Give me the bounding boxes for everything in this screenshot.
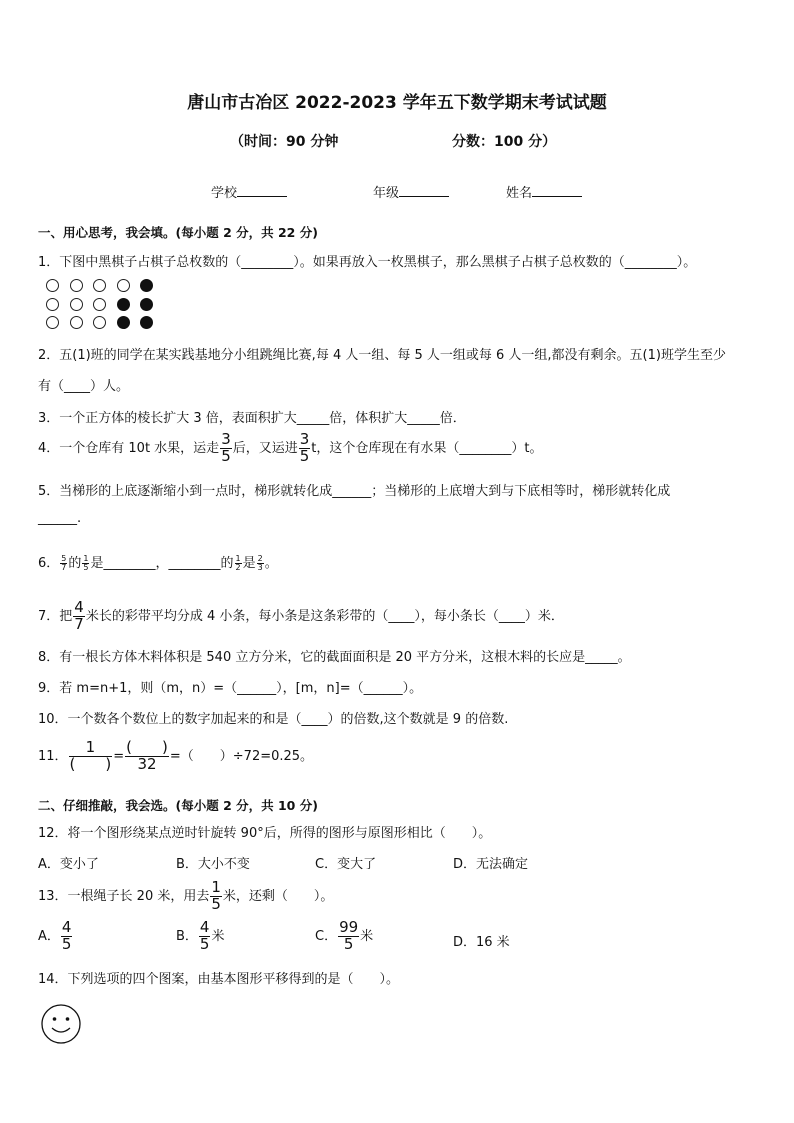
question-2-line2: 有（____）人。 (38, 379, 130, 394)
white-chess-piece (70, 316, 83, 329)
question-2-line1: 2．五(1)班的同学在某实践基地分小组跳绳比赛,每 4 人一组、每 5 人一组或每 6 人一组,都没有剩余。五(1)班学生至少 (38, 348, 726, 363)
fraction: $\frac{3}{5}$ (221, 430, 231, 465)
question-3: 3．一个正方体的棱长扩大 3 倍，表面积扩大_____倍，体积扩大_____倍． (38, 411, 466, 426)
page-title: 唐山市古冶区 2022-2023 学年五下数学期末考试试题 (187, 93, 607, 113)
fraction: $\frac{( )}{32}$ (126, 738, 168, 773)
q13-option-c[interactable]: C． $\frac{99}{5}$ 米 (315, 918, 374, 953)
black-chess-piece (140, 316, 153, 329)
fraction: $\frac{1}{5}$ (83, 553, 89, 572)
question-7: 7．把 $\frac{4}{7}$ 米长的彩带平均分成 4 小条，每小条是这条彩带的（____），每小条长（____）米． (38, 598, 564, 633)
question-5-line2: ______. (38, 511, 82, 526)
q12-option-a[interactable]: A．变小了 (38, 857, 99, 872)
black-chess-piece (117, 298, 130, 311)
grade-field[interactable] (373, 182, 449, 201)
question-1: 1．下图中黑棋子占棋子总枚数的（________）。如果再放入一枚黑棋子，那么黑棋子占棋子总枚数的（________）。 (38, 255, 697, 270)
school-field[interactable] (211, 182, 287, 201)
black-chess-piece (117, 316, 130, 329)
question-9: 9．若 m=n+1，则（m，n）=（______），[m，n]=（______）。 (38, 681, 423, 696)
question-13: 13．一根绳子长 20 米，用去 $\frac{1}{5}$ 米，还剩（ ）。 (38, 878, 334, 913)
fraction: $\frac{4}{5}$ (199, 918, 210, 953)
white-chess-piece (70, 279, 83, 292)
fraction: $\frac{1}{( )}$ (69, 738, 112, 773)
black-chess-piece (140, 279, 153, 292)
q12-option-b[interactable]: B．大小不变 (176, 857, 250, 872)
section2-heading: 二、仔细推敲，我会选。(每小题 2 分，共 10 分) (38, 798, 318, 813)
question-14: 14．下列选项的四个图案，由基本图形平移得到的是（ ）。 (38, 972, 400, 987)
white-chess-piece (70, 298, 83, 311)
white-chess-piece (46, 279, 59, 292)
exam-time: （时间：90 分钟 (230, 134, 339, 150)
white-chess-piece (46, 316, 59, 329)
question-5-line1: 5．当梯形的上底逐渐缩小到一点时，梯形就转化成______；当梯形的上底增大到与下底相等时，梯形就转化成 (38, 484, 671, 499)
q13-option-d[interactable]: D．16 米 (453, 935, 510, 950)
question-8: 8．有一根长方体木料体积是 540 立方分米，它的截面面积是 20 平方分米，这根木料的长应是_____。 (38, 650, 631, 665)
fraction: $\frac{1}{5}$ (211, 878, 221, 913)
white-chess-piece (46, 298, 59, 311)
question-6: 6． $\frac{5}{7}$ 的 $\frac{1}{5}$ 是________，________的 $\frac{1}{2}$ 是 $\frac{2}{3}$ 。 (38, 553, 278, 572)
fraction: $\frac{4}{7}$ (74, 598, 84, 633)
question-11: 11． $\frac{1}{( )}$ = $\frac{( )}{32}$ =（ ）÷72=0.25。 (38, 738, 314, 773)
q12-option-d[interactable]: D．无法确定 (453, 857, 529, 872)
fraction: $\frac{5}{7}$ (61, 553, 67, 572)
fraction: $\frac{2}{3}$ (257, 553, 263, 572)
white-chess-piece (117, 279, 130, 292)
fraction: $\frac{4}{5}$ (61, 918, 72, 953)
q13-option-b[interactable]: B． $\frac{4}{5}$ 米 (176, 918, 225, 953)
name-label: 姓名 (506, 186, 533, 201)
black-chess-piece (140, 298, 153, 311)
question-12: 12．将一个图形绕某点逆时针旋转 90°后，所得的图形与原图形相比（ ）。 (38, 826, 492, 841)
fraction: $\frac{99}{5}$ (339, 918, 359, 953)
question-4: 4．一个仓库有 10t 水果，运走 $\frac{3}{5}$ 后，又运进 $\frac{3}{5}$ t，这个仓库现在有水果（________）t。 (38, 430, 543, 465)
q13-option-a[interactable]: A． $\frac{4}{5}$ (38, 918, 72, 953)
school-label: 学校 (211, 186, 238, 201)
white-chess-piece (93, 298, 106, 311)
white-chess-piece (93, 316, 106, 329)
fraction: $\frac{3}{5}$ (299, 430, 310, 465)
exam-score: 分数：100 分） (452, 134, 557, 150)
name-field[interactable] (506, 182, 582, 201)
white-chess-piece (93, 279, 106, 292)
fraction: $\frac{1}{2}$ (235, 553, 241, 572)
question-10: 10．一个数各个数位上的数字加起来的和是（____）的倍数,这个数就是 9 的倍数. (38, 712, 509, 727)
section1-heading: 一、用心思考，我会填。(每小题 2 分，共 22 分) (38, 225, 318, 240)
q12-option-c[interactable]: C．变大了 (315, 857, 377, 872)
smiley-face-figure (40, 1003, 82, 1045)
grade-label: 年级 (373, 186, 400, 201)
